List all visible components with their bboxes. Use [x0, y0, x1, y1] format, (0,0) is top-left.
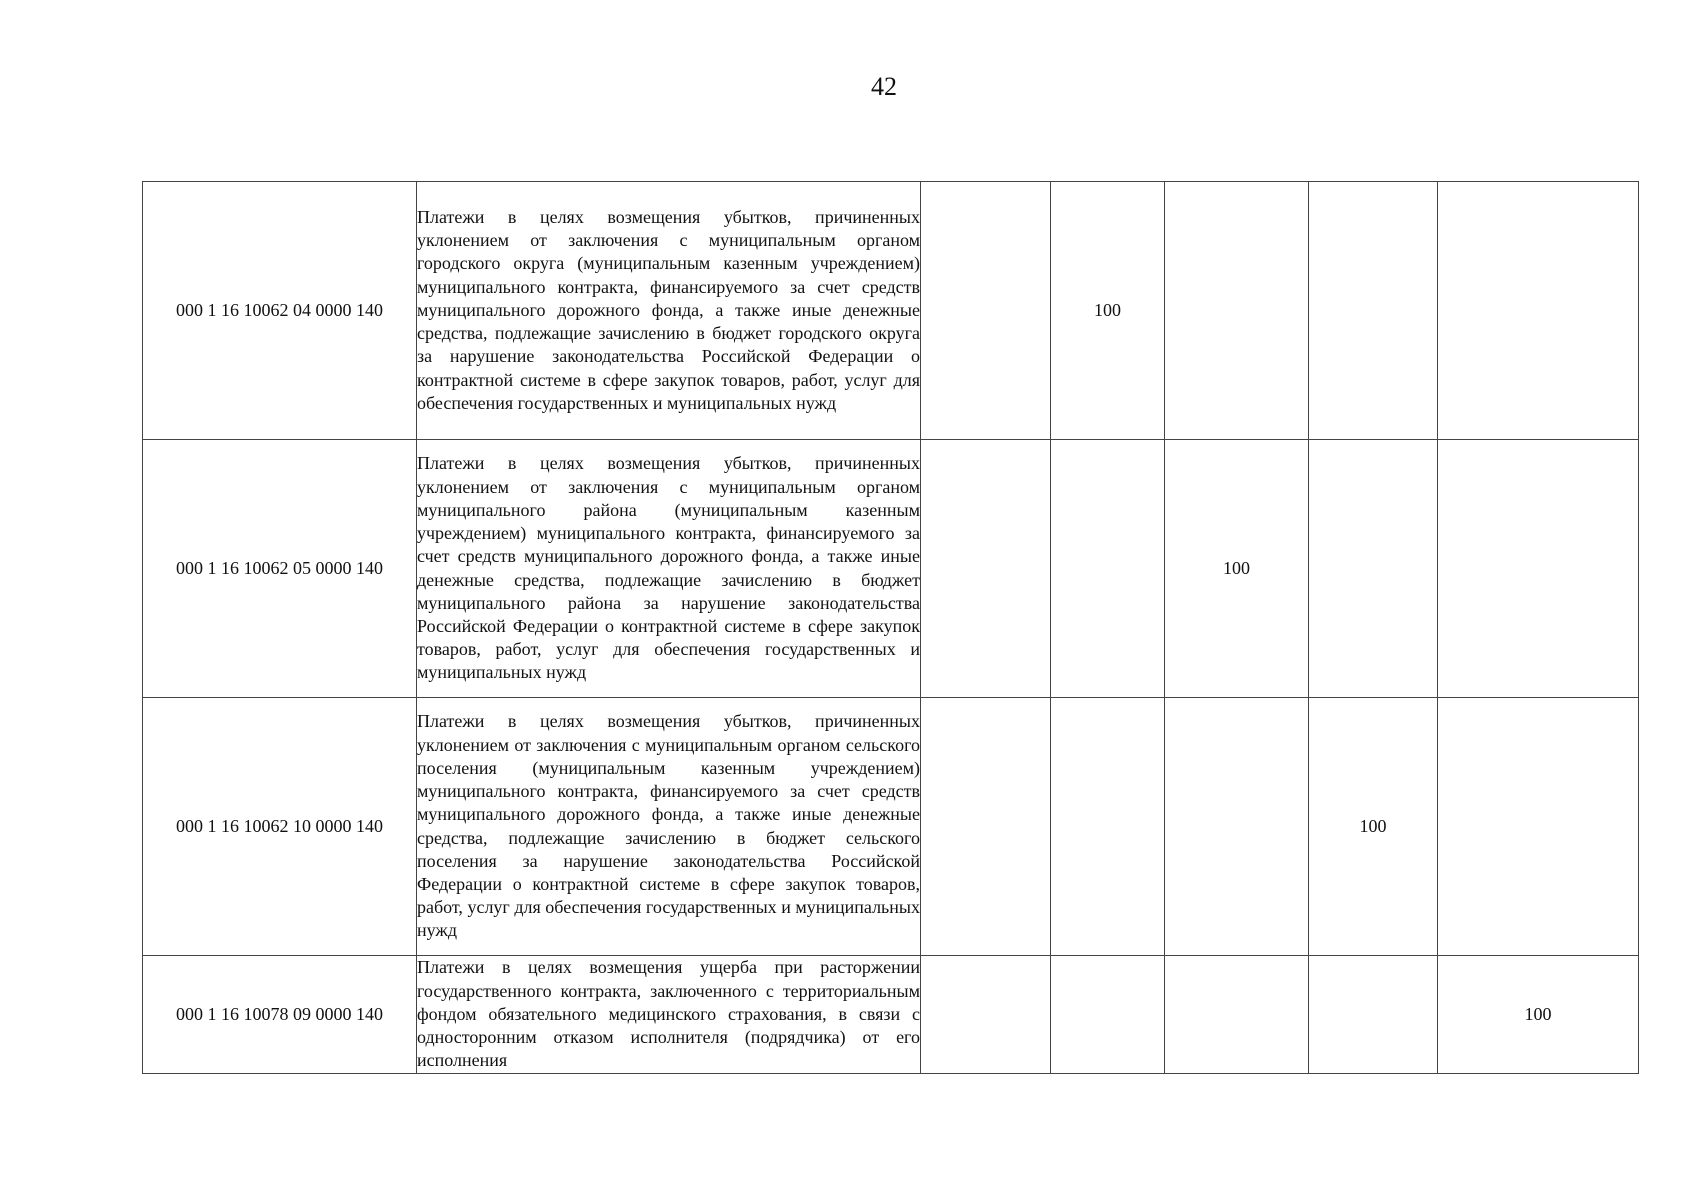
page-number: 42 [871, 72, 897, 101]
value-cell [921, 956, 1051, 1074]
value-cell [1051, 698, 1165, 956]
table-row [143, 182, 1639, 440]
value-cell [1438, 182, 1639, 440]
revenue-description-cell: Платежи в целях возмещения убытков, причиненных уклонением от заключения с муниципальным органом городского округа (муниципальным казенным учреждением) муниципального контракта, финансируемого за счет средств муниципального дорожного фонда, а также иные денежные средства, подлежащие зачислению в бюджет городского округа за нарушение законодательства Российской Федерации о контрактной системе в сфере закупок товаров, работ, услуг для обеспечения государственных и муниципальных нужд [417, 182, 921, 440]
value-cell [1309, 440, 1438, 698]
value-cell [1438, 440, 1639, 698]
value-cell [1309, 956, 1438, 1074]
table-row [143, 440, 1639, 698]
value-cell: 100 [1438, 956, 1639, 1074]
value-cell [921, 440, 1051, 698]
table-row [143, 956, 1639, 1074]
value-cell [1438, 698, 1639, 956]
revenue-description-cell: Платежи в целях возмещения убытков, причиненных уклонением от заключения с муниципальным органом муниципального района (муниципальным казенным учреждением) муниципального контракта, финансируемого за счет средств муниципального дорожного фонда, а также иные денежные средства, подлежащие зачислению в бюджет муниципального района за нарушение законодательства Российской Федерации о контрактной системе в сфере закупок товаров, работ, услуг для обеспечения государственных и муниципальных нужд [417, 440, 921, 698]
value-cell [921, 698, 1051, 956]
value-cell [921, 182, 1051, 440]
revenue-code-cell: 000 1 16 10062 04 0000 140 [143, 182, 417, 440]
value-cell [1165, 956, 1309, 1074]
revenue-description-cell: Платежи в целях возмещения убытков, причиненных уклонением от заключения с муниципальным органом сельского поселения (муниципальным казенным учреждением) муниципального контракта, финансируемого за счет средств муниципального дорожного фонда, а также иные денежные средства, подлежащие зачислению в бюджет сельского поселения за нарушение законодательства Российской Федерации о контрактной системе в сфере закупок товаров, работ, услуг для обеспечения государственных и муниципальных нужд [417, 698, 921, 956]
revenue-code-cell: 000 1 16 10078 09 0000 140 [143, 956, 417, 1074]
value-cell [1165, 698, 1309, 956]
budget-revenue-table [142, 181, 1639, 1074]
revenue-code-cell: 000 1 16 10062 05 0000 140 [143, 440, 417, 698]
revenue-description-cell: Платежи в целях возмещения ущерба при расторжении государственного контракта, заключенного с территориальным фондом обязательного медицинского страхования, в связи с односторонним отказом исполнителя (подрядчика) от его исполнения [417, 956, 921, 1074]
value-cell [1165, 182, 1309, 440]
table-wrapper [142, 181, 1639, 1074]
revenue-code-cell: 000 1 16 10062 10 0000 140 [143, 698, 417, 956]
value-cell: 100 [1309, 698, 1438, 956]
value-cell: 100 [1051, 182, 1165, 440]
value-cell [1051, 440, 1165, 698]
value-cell: 100 [1165, 440, 1309, 698]
value-cell [1051, 956, 1165, 1074]
table-row [143, 698, 1639, 956]
value-cell [1309, 182, 1438, 440]
